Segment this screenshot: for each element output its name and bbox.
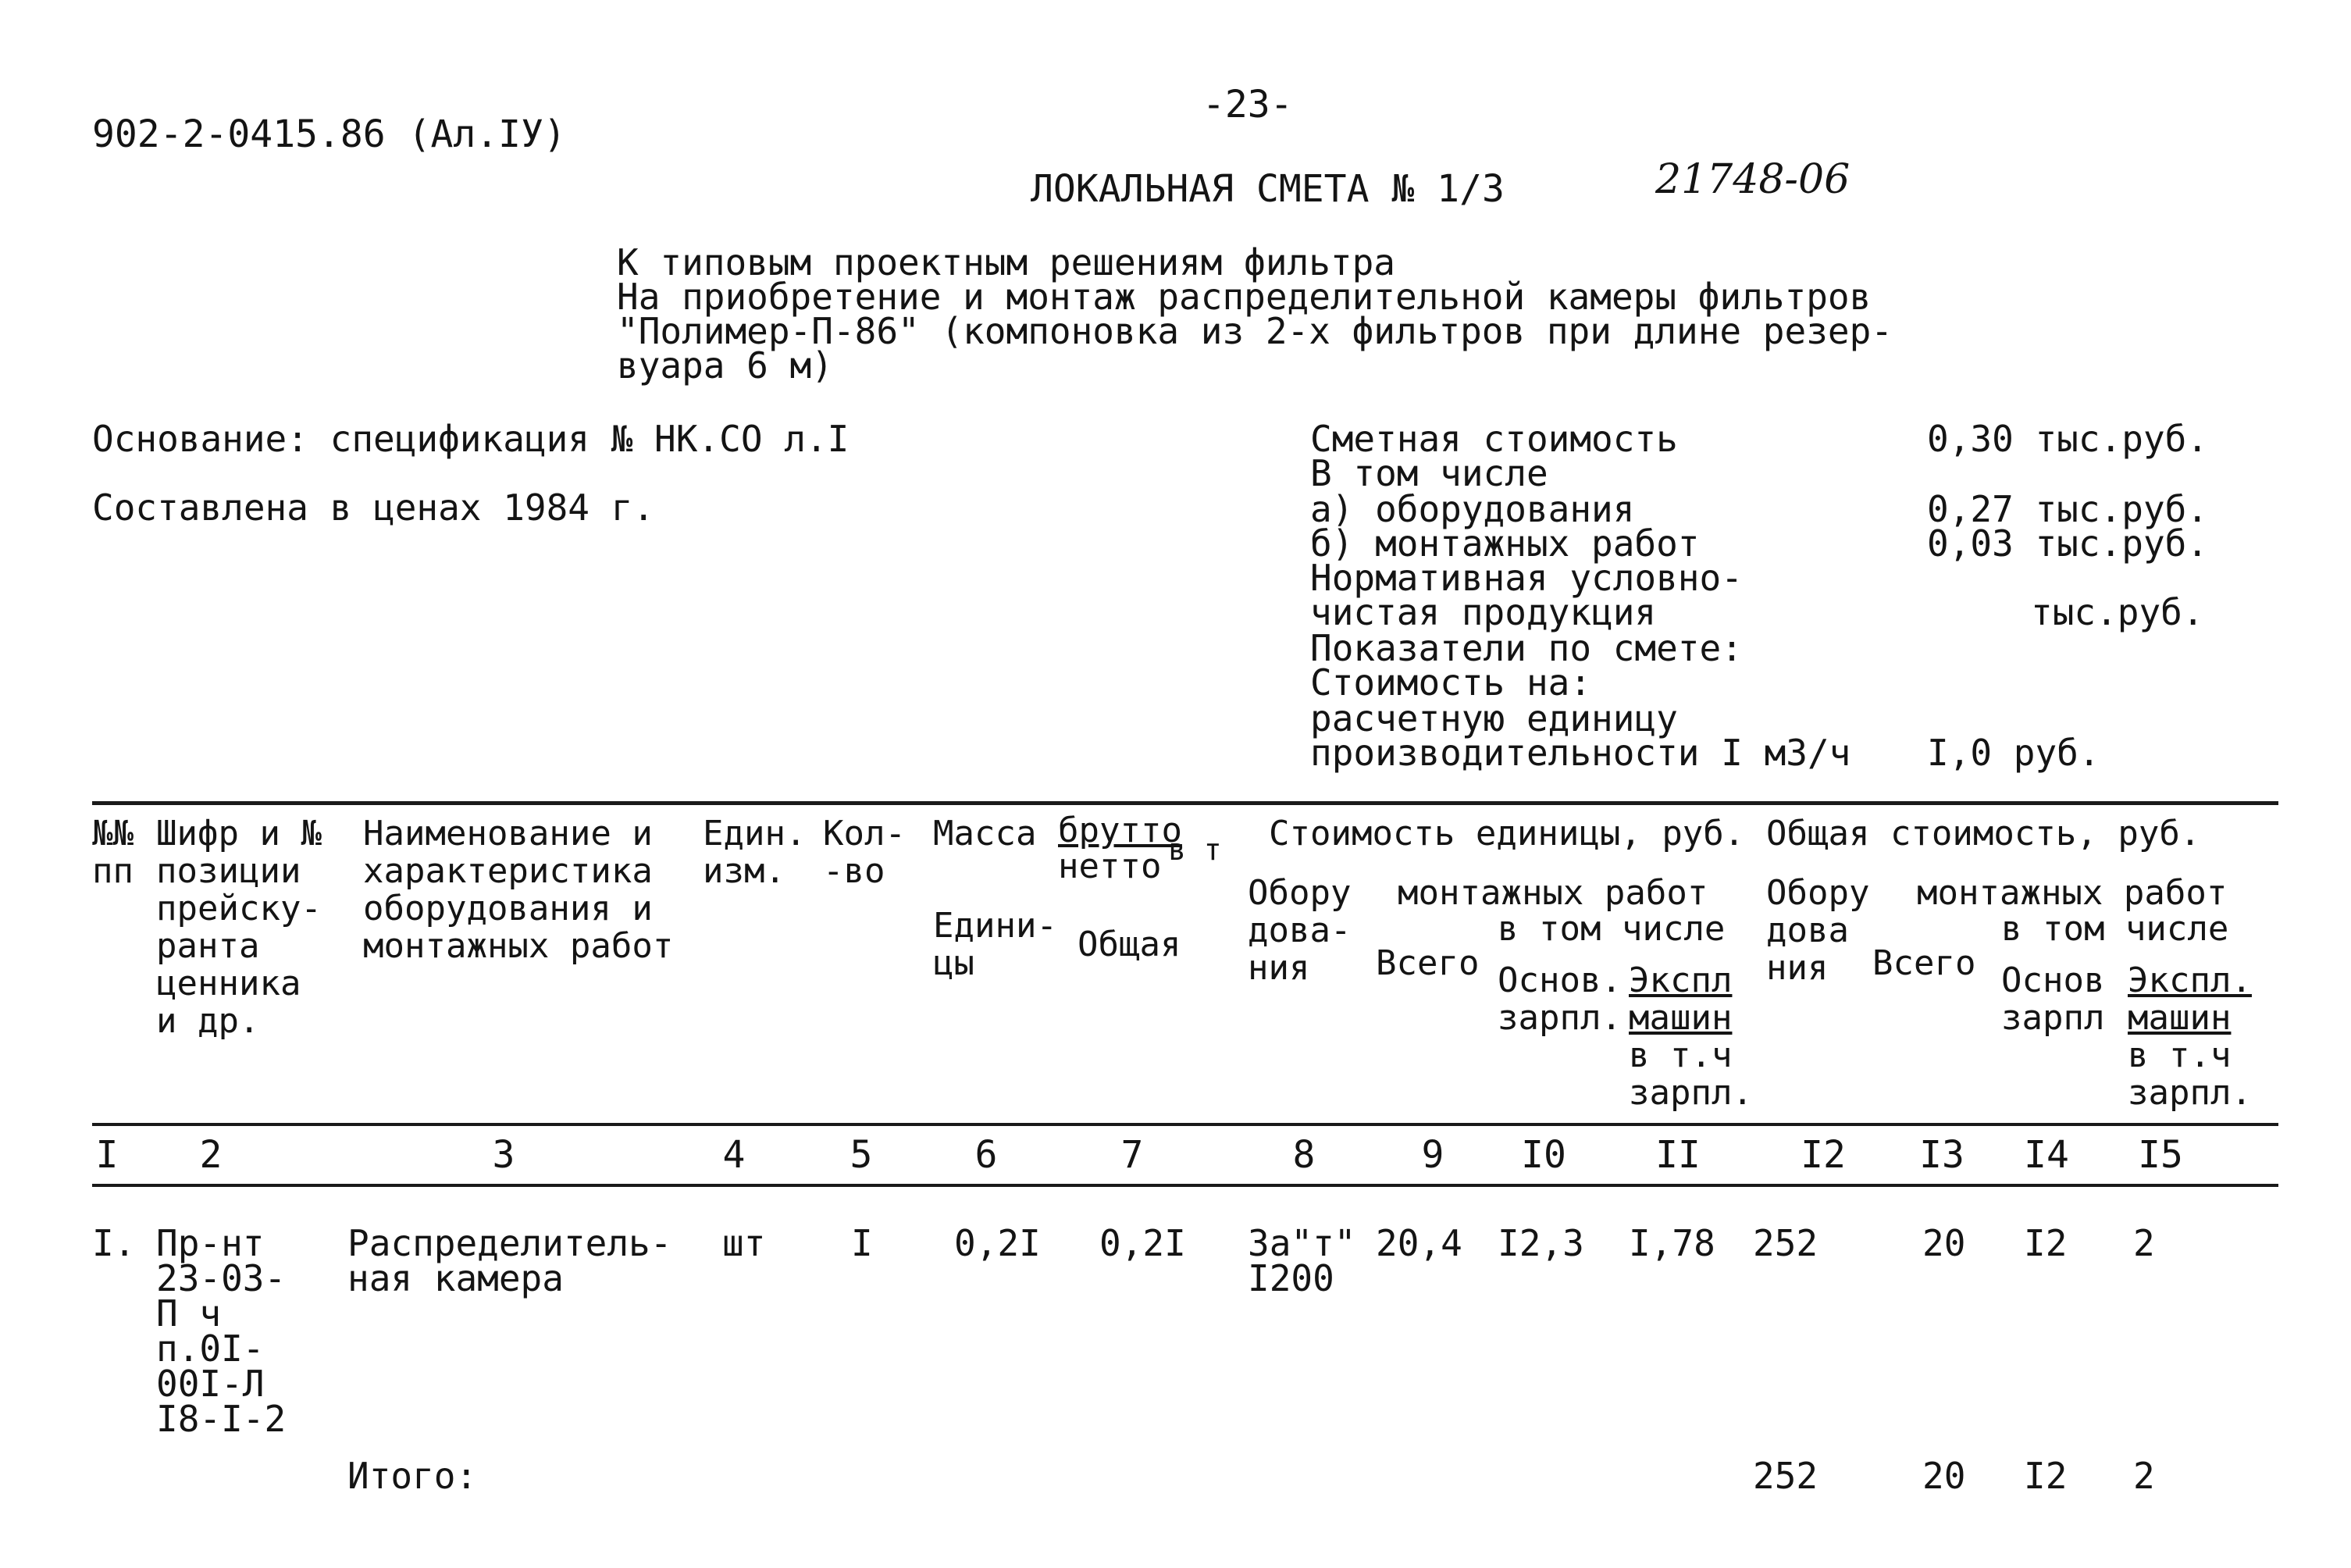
row-number: I.	[92, 1222, 136, 1264]
summary-label: производительности I м3/ч	[1310, 732, 1851, 774]
column-number: I4	[2024, 1133, 2069, 1177]
header-bottom-rule	[92, 1123, 2278, 1126]
column-number: 6	[974, 1133, 998, 1177]
column-number: 7	[1120, 1133, 1144, 1177]
header-mass-total: Общая	[1078, 925, 1181, 964]
header-col-number: №№ пп	[92, 814, 134, 891]
column-number: 4	[722, 1133, 746, 1177]
row-general-machines: 2	[2133, 1222, 2155, 1264]
summary-value: I,0 руб.	[1927, 732, 2100, 774]
row-general-equipment: 252	[1753, 1222, 1818, 1264]
row-mass-total: 0,2I	[1099, 1222, 1186, 1264]
subtitle-line: На приобретение и монтаж распределительной камеры фильтров	[617, 276, 1872, 318]
header-including-2: в том числе	[2001, 909, 2229, 949]
row-total: 20,4	[1376, 1222, 1462, 1264]
basis-line: Основание: спецификация № НК.СО л.I	[92, 418, 850, 460]
column-number: 8	[1292, 1133, 1316, 1177]
column-number: 2	[199, 1133, 223, 1177]
header-incl-wage-2: в т.ч зарпл.	[2128, 1035, 2252, 1113]
summary-label: расчетную единицу	[1310, 697, 1678, 739]
row-qty: I	[851, 1222, 873, 1264]
total-total: 20	[1922, 1455, 1966, 1497]
page-number: -23-	[1202, 83, 1293, 127]
row-general-base-wage: I2	[2024, 1222, 2068, 1264]
header-col-unit: Един. изм.	[703, 814, 807, 891]
header-incl-wage: в т.ч зарпл.	[1629, 1035, 1753, 1113]
header-brutto: брутто	[1058, 811, 1182, 850]
header-col-code: Шифр и № позиции прейску- ранта ценника и др.	[156, 814, 322, 1041]
handwritten-number: 21748-06	[1655, 156, 1851, 203]
row-unit: шт	[722, 1222, 766, 1264]
total-equipment: 252	[1753, 1455, 1818, 1497]
row-code: Пр-нт 23-03- П ч п.0I- 00I-Л I8-I-2	[156, 1222, 287, 1440]
header-col-name: Наименование и характеристика оборудования и монтажных работ	[363, 814, 674, 966]
summary-label: б) монтажных работ	[1310, 522, 1700, 565]
subtitle-line: "Полимер-П-86" (компоновка из 2-х фильтров при длине резер-	[617, 310, 1893, 352]
header-mass-unit: в т	[1168, 832, 1222, 867]
summary-label: Стоимость на:	[1310, 661, 1592, 704]
summary-value: 0,30 тыс.руб.	[1927, 418, 2209, 460]
header-base-wage: Основ. зарпл.	[1498, 960, 1622, 1038]
header-col-qty: Кол- -во	[823, 814, 906, 891]
column-number: I0	[1521, 1133, 1566, 1177]
subtitle-line: вуара 6 м)	[617, 344, 833, 387]
header-mass-per-unit: Едини- цы	[933, 906, 1057, 983]
summary-label: Показатели по смете:	[1310, 627, 1743, 669]
summary-value: 0,27 тыс.руб.	[1927, 488, 2209, 530]
header-equipment-2: Обору дова ния	[1766, 873, 1870, 988]
row-base-wage: I2,3	[1498, 1222, 1584, 1264]
header-mass: Масса	[933, 814, 1037, 853]
total-label: Итого:	[347, 1455, 478, 1497]
header-machines: Экспл машин	[1629, 960, 1733, 1038]
row-machines: I,78	[1629, 1222, 1715, 1264]
column-number: II	[1655, 1133, 1701, 1177]
header-including: в том числе	[1498, 909, 1726, 949]
row-equipment: 3а"т" I200	[1248, 1222, 1356, 1299]
page-title: ЛОКАЛЬНАЯ СМЕТА № 1/3	[1031, 167, 1505, 211]
row-name: Распределитель- ная камера	[347, 1222, 672, 1299]
numbers-bottom-rule	[92, 1184, 2278, 1187]
header-unit-cost: Стоимость единицы, руб.	[1269, 814, 1745, 853]
column-number: I3	[1919, 1133, 1965, 1177]
row-general-total: 20	[1922, 1222, 1966, 1264]
column-number: 3	[492, 1133, 515, 1177]
column-number: I	[95, 1133, 119, 1177]
column-number: I5	[2138, 1133, 2183, 1177]
summary-value: тыс.руб.	[2031, 591, 2204, 633]
header-equipment: Обору дова- ния	[1248, 873, 1352, 988]
header-mounting-works-2: монтажных работ	[1917, 873, 2228, 913]
summary-value: 0,03 тыс.руб.	[1927, 522, 2209, 565]
column-number: 5	[850, 1133, 873, 1177]
table-top-rule	[92, 801, 2278, 805]
header-base-wage-2: Основ зарпл	[2001, 960, 2105, 1038]
summary-label: чистая продукция	[1310, 591, 1657, 633]
header-mounting-works: монтажных работ	[1398, 873, 1708, 913]
cost-summary	[1310, 420, 2278, 772]
column-number: I2	[1801, 1133, 1846, 1177]
summary-label: Нормативная условно-	[1310, 557, 1743, 599]
subtitle-line: К типовым проектным решениям фильтра	[617, 241, 1395, 283]
summary-label: В том числе	[1310, 452, 1548, 494]
document-code: 902-2-0415.86 (Ал.IУ)	[92, 112, 566, 156]
column-number: 9	[1421, 1133, 1444, 1177]
header-general-cost: Общая стоимость, руб.	[1766, 814, 2201, 853]
header-netto: нетто	[1058, 846, 1162, 886]
header-total: Всего	[1376, 943, 1480, 983]
prices-line: Составлена в ценах 1984 г.	[92, 486, 655, 529]
summary-label: Сметная стоимость	[1310, 418, 1678, 460]
header-total-2: Всего	[1872, 943, 1976, 983]
header-machines-2: Экспл. машин	[2128, 960, 2252, 1038]
total-base-wage: I2	[2024, 1455, 2068, 1497]
summary-label: а) оборудования	[1310, 488, 1635, 530]
row-mass-unit: 0,2I	[954, 1222, 1041, 1264]
total-machines: 2	[2133, 1455, 2155, 1497]
